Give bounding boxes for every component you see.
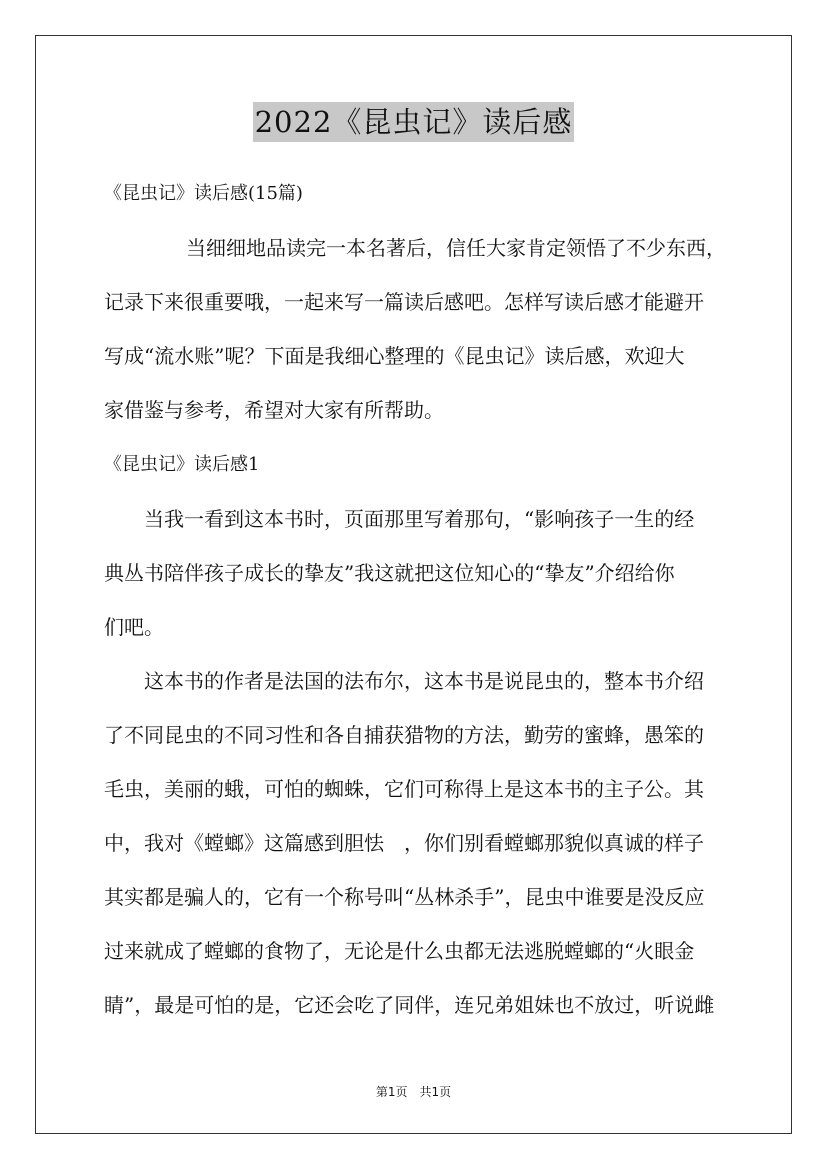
page-footer: 第1页 共1页 (375, 1085, 452, 1099)
section-heading: 《昆虫记》读后感1 (104, 454, 260, 475)
para1-line-2: 典丛书陪伴孩子成长的挚友”我这就把这位知心的“挚友”介绍给你 (104, 561, 675, 585)
para2-line-4: 中，我对《螳螂》这篇感到胆怯 ，你们别看螳螂那貌似真诚的样子 (104, 831, 704, 855)
para1-line-1: 当我一看到这本书时，页面那里写着那句，“影响孩子一生的经 (144, 507, 695, 531)
para2-line-6: 过来就成了螳螂的食物了，无论是什么虫都无法逃脱螳螂的“火眼金 (104, 939, 695, 963)
para2-line-3: 毛虫，美丽的蛾，可怕的蜘蛛，它们可称得上是这本书的主子公。其 (104, 777, 704, 801)
intro-line-3: 写成“流水账”呢？下面是我细心整理的《昆虫记》读后感，欢迎大 (104, 344, 685, 368)
subtitle: 《昆虫记》读后感(15篇) (104, 183, 303, 204)
intro-line-4: 家借鉴与参考，希望对大家有所帮助。 (104, 398, 444, 422)
para2-line-5: 其实都是骗人的，它有一个称号叫“丛林杀手”，昆虫中谁要是没反应 (104, 885, 705, 909)
para1-line-3: 们吧。 (104, 615, 164, 639)
para2-line-2: 了不同昆虫的不同习性和各自捕获猎物的方法，勤劳的蜜蜂，愚笨的 (104, 723, 704, 747)
para2-line-1: 这本书的作者是法国的法布尔，这本书是说昆虫的，整本书介绍 (144, 669, 704, 693)
document-title[interactable]: 2022《昆虫记》读后感 (253, 102, 575, 142)
intro-line-2: 记录下来很重要哦，一起来写一篇读后感吧。怎样写读后感才能避开 (104, 290, 704, 314)
document-title-wrap (0, 102, 827, 142)
intro-line-1: 当细细地品读完一本名著后，信任大家肯定领悟了不少东西， (186, 236, 726, 260)
para2-line-7: 睛”，最是可怕的是，它还会吃了同伴，连兄弟姐妹也不放过，听说雌 (104, 993, 715, 1017)
